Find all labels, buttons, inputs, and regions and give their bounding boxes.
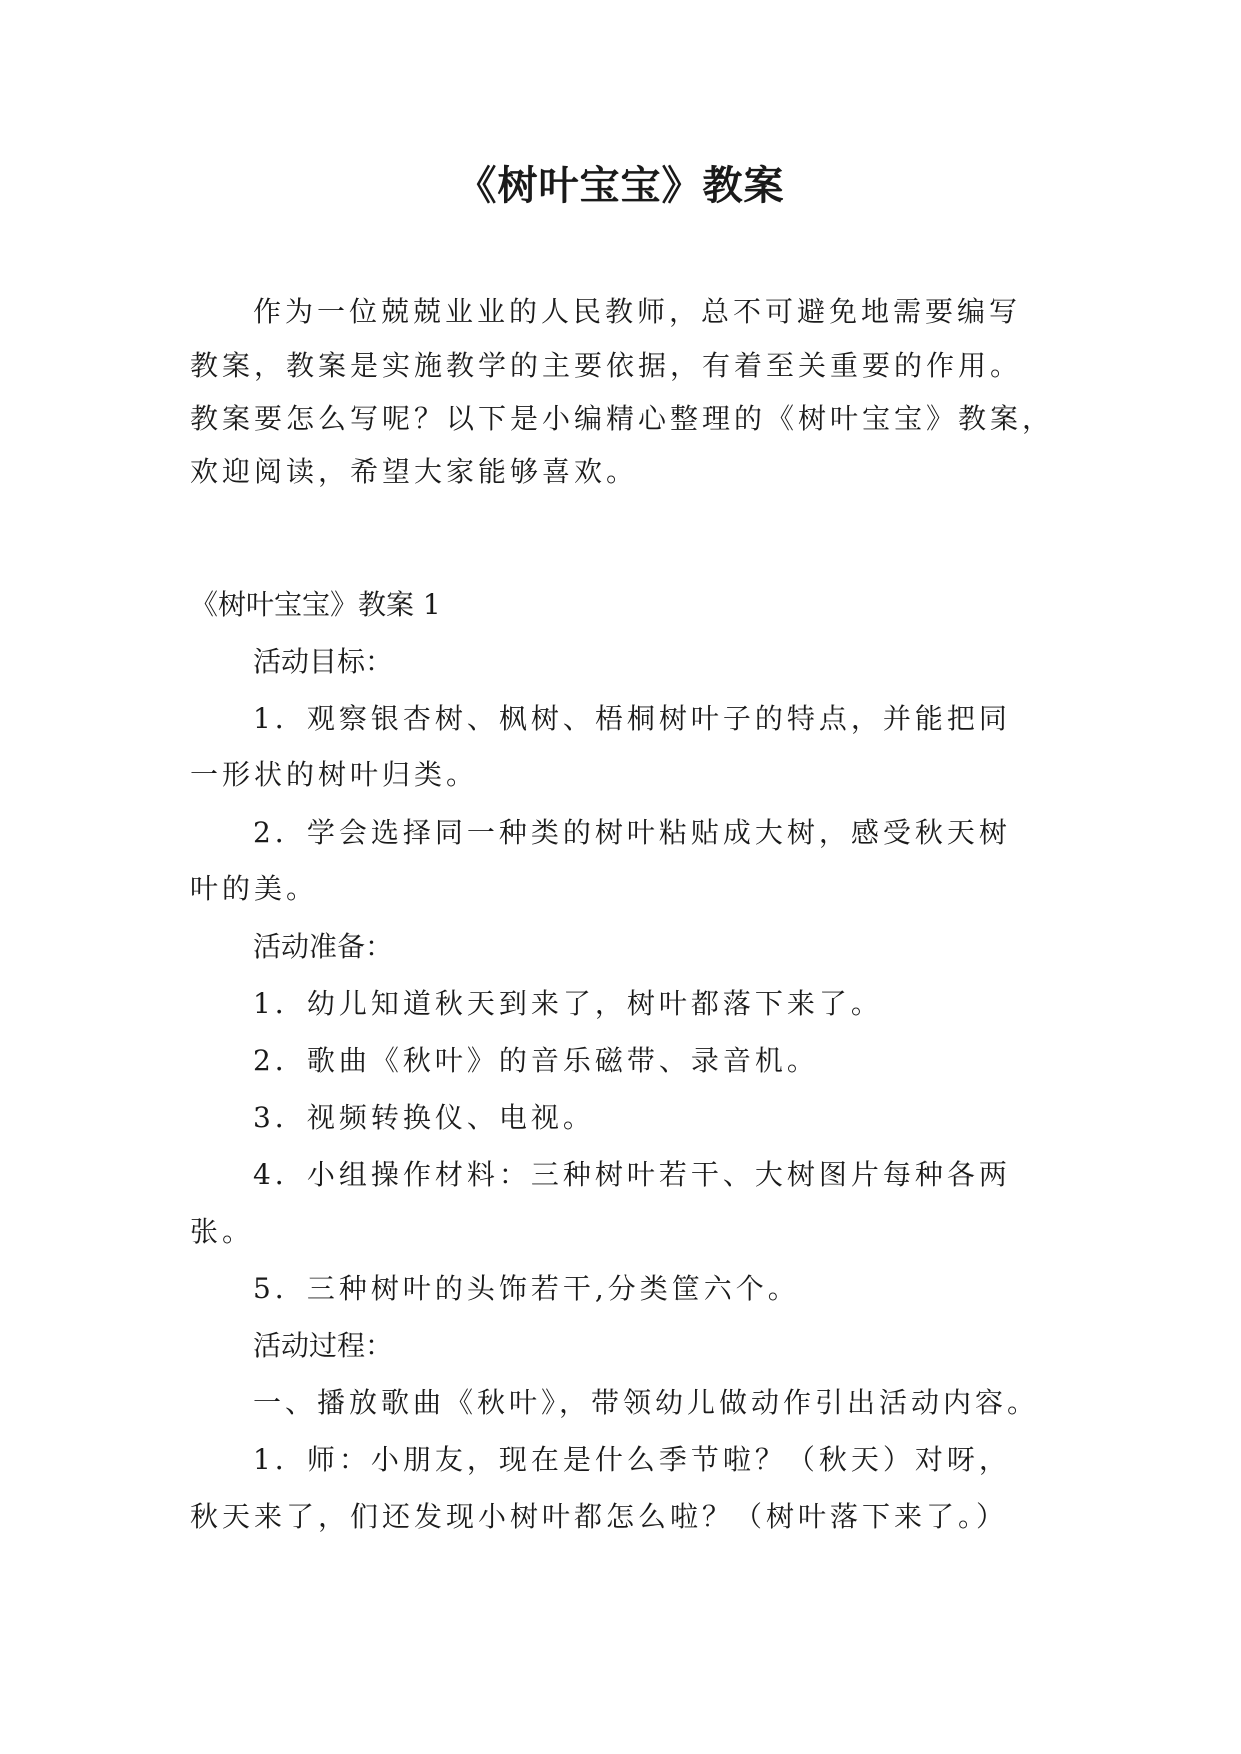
- section-heading: 《树叶宝宝》教案 1: [190, 588, 441, 621]
- prep-item-3: 3．视频转换仪、电视。: [253, 1101, 595, 1134]
- goal-2-line-2: 叶的美。: [190, 872, 319, 905]
- goal-1-line-2: 一形状的树叶归类。: [190, 758, 479, 791]
- process-1-line-2: 秋天来了，们还发现小树叶都怎么啦？（树叶落下来了。）: [190, 1500, 1009, 1533]
- process-heading: 活动过程：: [253, 1329, 394, 1362]
- prep-heading: 活动准备：: [253, 930, 394, 963]
- intro-line-3: 教案要怎么写呢？以下是小编精心整理的《树叶宝宝》教案，: [190, 402, 1055, 435]
- goal-1-line-1: 1．观察银杏树、枫树、梧桐树叶子的特点，并能把同: [253, 702, 1011, 735]
- intro-line-1: 作为一位兢兢业业的人民教师，总不可避免地需要编写: [253, 295, 1022, 328]
- intro-line-2: 教案，教案是实施教学的主要依据，有着至关重要的作用。: [190, 349, 1023, 382]
- intro-line-4: 欢迎阅读，希望大家能够喜欢。: [190, 455, 639, 488]
- goal-2-line-1: 2．学会选择同一种类的树叶粘贴成大树，感受秋天树: [253, 816, 1011, 849]
- prep-item-5: 5．三种树叶的头饰若干,分类筐六个。: [253, 1272, 800, 1305]
- process-step-1: 一、播放歌曲《秋叶》，带领幼儿做动作引出活动内容。: [253, 1386, 1040, 1419]
- prep-item-4-line-1: 4．小组操作材料：三种树叶若干、大树图片每种各两: [253, 1158, 1011, 1191]
- prep-item-1: 1．幼儿知道秋天到来了，树叶都落下来了。: [253, 987, 883, 1020]
- document-title: 《树叶宝宝》教案: [456, 163, 785, 209]
- prep-item-2: 2．歌曲《秋叶》的音乐磁带、录音机。: [253, 1044, 819, 1077]
- process-1-line-1: 1．师：小朋友，现在是什么季节啦？（秋天）对呀，: [253, 1443, 1011, 1476]
- prep-item-4-line-2: 张。: [190, 1215, 255, 1248]
- goals-heading: 活动目标：: [253, 645, 394, 678]
